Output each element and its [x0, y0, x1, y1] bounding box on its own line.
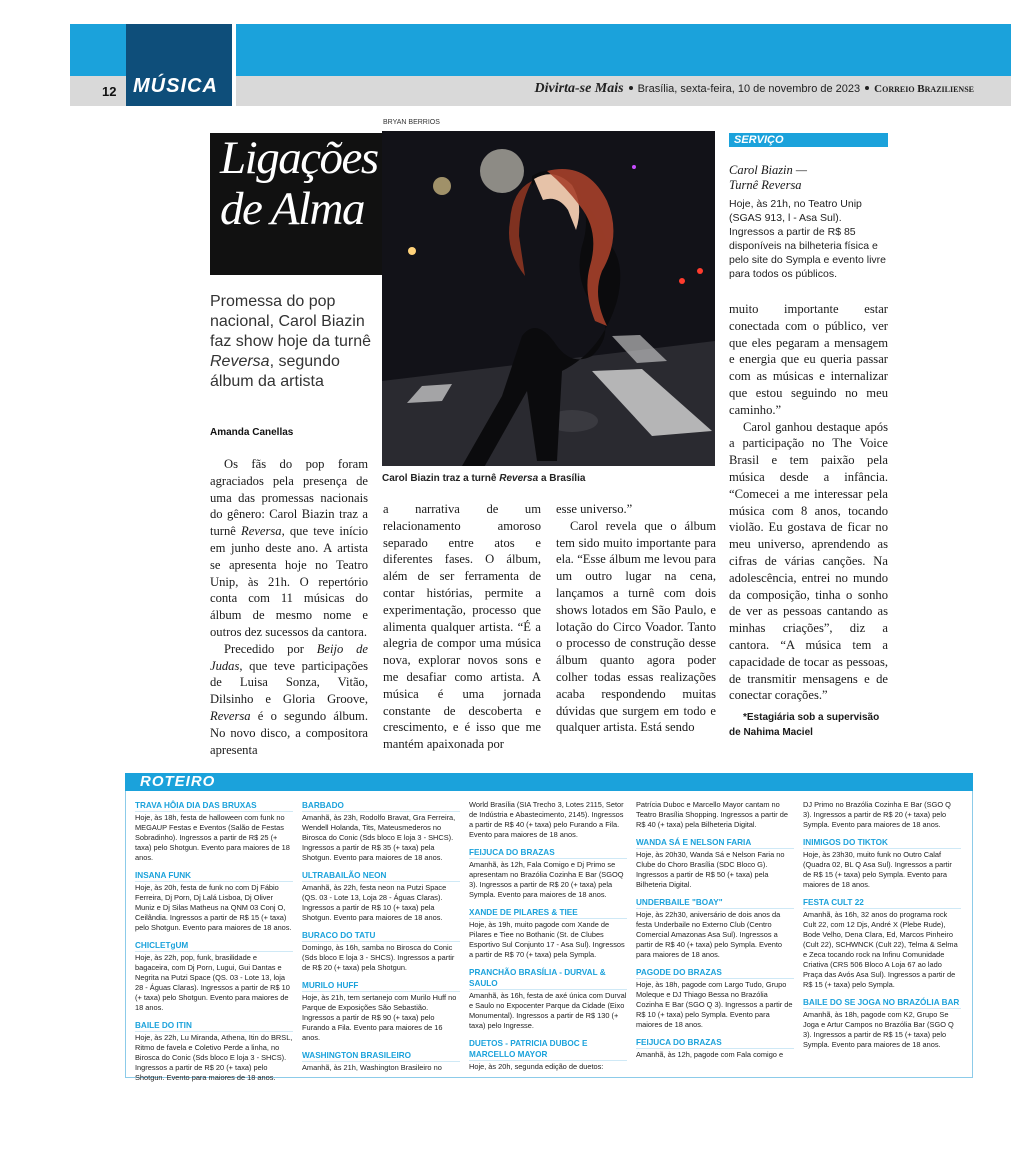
header-band-left	[70, 24, 126, 76]
event-details: Hoje, às 19h, muito pagode com Xande de Pilares e Tiee no Bothanic (St. de Clubes Esportivo Sul Conjunto 17 - Asa Sul). Ingressos a partir de R$ 70 (+ taxa) pela Sympla.	[469, 920, 625, 959]
event-title: FEIJUCA DO BRAZAS	[636, 1037, 794, 1049]
bullet-icon	[865, 86, 869, 90]
event-title: DUETOS - PATRICIA DUBOC E MARCELLO MAYOR	[469, 1038, 627, 1061]
newspaper-name: Correio Braziliense	[874, 83, 974, 95]
header-strip-left	[70, 76, 126, 106]
article-column-2	[383, 501, 541, 753]
event-listing	[135, 940, 293, 1013]
event-title: BAILE DO ITIN	[135, 1020, 293, 1032]
header-band-right	[236, 24, 1011, 76]
event-listing	[469, 847, 627, 900]
event-details: Amanhã, às 16h, 32 anos do programa rock Cult 22, com 12 Djs, André X (Plebe Rude), Bode Velho, Dena Clara, Ed, Marcos Pinheiro (Cult 22), SCHWNCK (Cult 22), Telma & Selma e Zeca tocando rock na Infinu Comunidade Criativa (CRS 506 Bloco A Loja 67 ao lado Praça das Avós Asa Sul). Ingressos a partir de R$ 15 (+ taxa) pelo Sympla.	[803, 910, 958, 989]
article-photo	[382, 131, 715, 466]
event-details: Hoje, às 20h, festa de funk no com Dj Fábio Ferreira, Dj Porn, Dj Lalá Lisboa, Dj Oliver Muniz e Dj Silas Matheus na QNM 03 Conj O, Ceilândia. Ingressos a partir de R$ 15 (+ taxa) pelo Shotgun. Evento para maiores de 18 anos.	[135, 883, 292, 932]
event-title: INSANA FUNK	[135, 870, 293, 882]
page-number: 12	[102, 84, 117, 99]
event-listing	[636, 897, 794, 960]
event-listing	[135, 870, 293, 933]
event-title: BAILE DO SE JOGA NO BRAZÓLIA BAR	[803, 998, 960, 1007]
roteiro-header-bar	[125, 773, 973, 791]
event-title: XANDE DE PILARES & TIEE	[469, 907, 627, 919]
paragraph: Precedido por Beijo de Judas, que teve participações de Luisa Sonza, Vitão, Dilsinho e Gloria Groove, Reversa é o segundo álbum. No novo disco, a compositora apresenta	[210, 641, 368, 757]
event-details: Amanhã, às 22h, festa neon na Putzi Space (QS. 03 - Lote 13, Loja 28 - Águas Claras). Ingressos a partir de R$ 10 (+ taxa) pela Shotgun. Evento para maiores de 18 anos.	[302, 883, 447, 922]
event-title: CHICLETgUM	[135, 940, 293, 952]
event-title: MURILO HUFF	[302, 980, 460, 992]
event-title: WANDA SÁ E NELSON FARIA	[636, 837, 794, 849]
roteiro-label: ROTEIRO	[140, 773, 216, 790]
event-listing	[636, 1037, 794, 1060]
event-details: Patrícia Duboc e Marcello Mayor cantam no Teatro Brasília Shopping. Ingressos a partir de R$ 40 (+ taxa) pela Bilheteria Digital.	[636, 800, 789, 829]
article-lead: Promessa do pop nacional, Carol Biazin faz show hoje da turnê Reversa, segundo álbum da artista	[210, 293, 371, 390]
author-note: *Estagiária sob a supervisão de Nahima Maciel	[729, 712, 880, 739]
headline	[220, 133, 390, 235]
event-listing	[135, 1020, 293, 1083]
event-details: Amanhã, às 12h, Fala Comigo e Dj Primo se apresentam no Brazólia Cozinha E Bar (SGOQ 3). Ingressos a partir de R$ 20 (+ taxa) pela Sympla. Evento para maiores de 18 anos.	[469, 860, 624, 899]
event-title: UNDERBAILE "BOAY"	[636, 897, 794, 909]
header-meta	[535, 81, 974, 97]
event-listing	[135, 800, 293, 863]
event-listing	[302, 1050, 460, 1073]
byline: Amanda Canellas	[210, 427, 294, 438]
event-listing	[636, 967, 794, 1030]
event-details: Hoje, às 23h30, muito funk no Outro Calaf (Quadra 02, BL Q Asa Sul). Ingressos a partir de R$ 15 (+ taxa) pelo Sympla. Evento para maiores de 18 anos.	[803, 850, 952, 889]
event-listing	[803, 837, 961, 890]
event-listing	[469, 800, 627, 840]
event-details: Amanhã, às 21h, Washington Brasileiro no	[302, 1063, 442, 1072]
event-listing	[803, 997, 961, 1050]
bullet-icon	[629, 86, 633, 90]
photo-illustration	[382, 131, 715, 466]
event-listing	[803, 800, 961, 830]
paragraph: Carol revela que o álbum tem sido muito importante para ela. “Esse álbum me levou para um outro lugar na cena, lançamos a turnê com dois shows lotados em São Paulo, e lotação do Circo Voador. Tanto o processo de construção desse álbum quanto agora poder colher todas essas realizações acaba respondendo muitas dúvidas que surgem em todo e qualquer artista. Está sendo	[556, 518, 716, 735]
headline-line-2: de Alma	[220, 183, 364, 235]
event-details: Amanhã, às 23h, Rodolfo Bravat, Gra Ferreira, Wendell Holanda, Tits, Mateusmederos no Birosca do Conic (Sds bloco E loja 3 - SHCS). Ingressos a partir de R$ 35 (+ taxa) pela Shotgun. Evento para maiores de 18 anos.	[302, 813, 456, 862]
paragraph: Carol ganhou destaque após a participação no The Voice Brasil e tem paixão pela música desde a infância. “Comecei a me interessar pela música com 8 anos, tocando violão. Eu gostava de ficar no meu universo, aprendendo as cifras de várias canções. Na adolescência, entrei no mundo da composição, tinha o sonho de ver as pessoas cantando as minhas criações”, diz a cantora. “A música tem a capacidade de tocar as pessoas, de transmitir mensagens e de conectar corações.”	[729, 419, 888, 703]
event-listing	[636, 800, 794, 830]
event-details: Hoje, às 22h, Lu Miranda, Athena, Itin do BRSL, Ritmo de favela e Coletivo Perde a linha, no Birosca do Conic (Sds bloco E loja 3 - SHCS). Ingressos a partir de R$ 20 (+ taxa) pelo Shotgun. Evento para maiores de 18 anos.	[135, 1033, 293, 1082]
event-title: FESTA CULT 22	[803, 897, 961, 909]
servico-label: SERVIÇO	[734, 134, 784, 146]
event-listing	[803, 897, 961, 990]
event-details: Amanhã, às 16h, festa de axé única com Durval e Saulo no Expocenter Parque da Cidade (Eixo Monumental). Ingressos a partir de R$ 130 (+ taxa) pelo Ingresse.	[469, 991, 627, 1030]
event-details: Hoje, às 18h, festa de halloween com funk no MEGAUP Festas e Eventos (Salão de Festas Sobradinho). Ingressos a partir de R$ 25 (+ taxa) pelo Shotgun. Evento para maiores de 18 anos.	[135, 813, 290, 862]
supplement-name: Divirta-se Mais	[534, 81, 624, 96]
event-details: Hoje, às 20h30, Wanda Sá e Nelson Faria no Clube do Choro Brasília (SDC Bloco G). Ingressos a partir de R$ 50 (+ taxa) pela Bilheteria Digital.	[636, 850, 785, 889]
event-title: PRANCHÃO BRASÍLIA - DURVAL & SAULO	[469, 967, 627, 990]
article-column-3	[556, 501, 716, 736]
roteiro-column-2	[302, 800, 460, 1080]
roteiro-column-5	[803, 800, 961, 1057]
section-title: MÚSICA	[133, 75, 218, 97]
paragraph: muito importante estar conectada com o público, ver que eles pegaram a mensagem e energia que eu queria passar com as músicas e internalizar que estou seguindo no meu caminho.”	[729, 302, 888, 417]
event-details: Hoje, às 21h, tem sertanejo com Murilo Huff no Parque de Exposições São Sebastião. Ingressos a partir de R$ 90 (+ taxa) pelo Furando a Fila. Evento para maiores de 16 anos.	[302, 993, 457, 1042]
event-title: ULTRABAILÃO NEON	[302, 870, 460, 882]
event-title: INIMIGOS DO TIKTOK	[803, 837, 961, 849]
event-details: Hoje, às 18h, pagode com Largo Tudo, Grupo Moleque e DJ Thiago Bessa no Brazólia Cozinha E Bar (SGO Q 3). Ingressos a partir de R$ 10 (+ taxa) pelo Sympla. Evento para maiores de 18 anos.	[636, 980, 793, 1029]
article-column-4	[729, 301, 888, 740]
event-title: BURACO DO TATU	[302, 930, 460, 942]
event-title: FEIJUCA DO BRAZAS	[469, 847, 627, 859]
roteiro-column-3	[469, 800, 627, 1079]
event-title: PAGODE DO BRAZAS	[636, 967, 794, 979]
event-listing	[469, 1038, 627, 1072]
servico-title: Carol Biazin — Turnê Reversa	[729, 163, 808, 192]
event-listing	[302, 800, 460, 863]
event-title: TRAVA HÔIA DIA DAS BRUXAS	[135, 800, 293, 812]
headline-line-1: Ligações	[220, 132, 378, 184]
paragraph: esse universo.”	[556, 502, 633, 516]
event-details: Amanhã, às 18h, pagode com K2, Grupo Se Joga e Artur Campos no Brazólia Bar (SGO Q 3). Ingressos a partir de R$ 15 (+ taxa) pelo Sympla. Evento para maiores de 18 anos.	[803, 1010, 954, 1049]
event-listing	[302, 930, 460, 973]
location-date: Brasília, sexta-feira, 10 de novembro de 2023	[637, 83, 861, 95]
event-details: Domingo, às 16h, samba no Birosca do Conic (Sds bloco E loja 3 - SHCS). Ingressos a partir de R$ 20 (+ taxa) pela Shotgun.	[302, 943, 455, 972]
event-details: Hoje, às 22h, pop, funk, brasilidade e bagaceira, com Dj Porn, Lugui, Gui Dantas e Negrita na Putzi Space (QS. 03 - Lote 13, loja 28 - Águas Claras). Ingressos a partir de R$ 10 (+ taxa) pelo Shotgun. Evento para maiores de 18 anos.	[135, 953, 290, 1012]
event-listing	[302, 870, 460, 923]
event-details: DJ Primo no Brazólia Cozinha E Bar (SGO Q 3). Ingressos a partir de R$ 20 (+ taxa) pelo Sympla. Evento para maiores de 18 anos.	[803, 800, 951, 829]
photo-credit: BRYAN BERRIOS	[383, 119, 440, 126]
event-listing	[469, 907, 627, 960]
photo-caption: Carol Biazin traz a turnê Reversa a Brasília	[382, 473, 586, 484]
roteiro-column-4	[636, 800, 794, 1067]
event-listing	[302, 980, 460, 1043]
event-details: Hoje, às 20h, segunda edição de duetos:	[469, 1062, 604, 1071]
roteiro-column-1	[135, 800, 293, 1090]
event-details: Hoje, às 22h30, aniversário de dois anos da festa Underbaile no Externo Club (Centro Comercial Amazonas Asa Sul). Ingressos a partir de R$ 40 (+ taxa) pelo Sympla. Evento para maiores de 18 anos.	[636, 910, 783, 959]
paragraph: Os fãs do pop foram agraciados pela presença de uma das promessas nacionais do gênero: Carol Biazin traz a turnê Reversa, que teve início em junho deste ano. A artista se apresenta hoje no Teatro Unip, às 21h. O repertório conta com 11 músicas do álbum de mesmo nome e outros dez sucessos da cantora.	[210, 457, 369, 639]
event-details: Amanhã, às 12h, pagode com Fala comigo e	[636, 1050, 784, 1059]
event-title: BARBADO	[302, 800, 460, 812]
event-listing	[636, 837, 794, 890]
event-title: WASHINGTON BRASILEIRO	[302, 1050, 460, 1062]
event-details: World Brasília (SIA Trecho 3, Lotes 2115, Setor de Indústria e Abastecimento, 2145). Ingressos a partir de R$ 40 (+ taxa) pelo Furando a Fila. Evento para maiores de 18 anos.	[469, 800, 624, 839]
servico-text: Hoje, às 21h, no Teatro Unip (SGAS 913, l - Asa Sul). Ingressos a partir de R$ 85 disponíveis na bilheteria física e pelo site do Sympla e evento livre para todos os públicos.	[729, 198, 887, 280]
event-listing	[469, 967, 627, 1031]
article-column-1	[210, 456, 368, 758]
paragraph: a narrativa de um relacionamento amoroso separado entre atos e diferentes fases. O álbum, além de ser ferramenta de contar histórias, permite a experimentação, processo que alimenta qualquer artista. “É a alegria de compor uma música nova, explorar novos sons e me desafiar como artista. A música é uma jornada constante de descoberta e crescimento, e é isso que me mantém apaixonada por	[383, 502, 541, 752]
